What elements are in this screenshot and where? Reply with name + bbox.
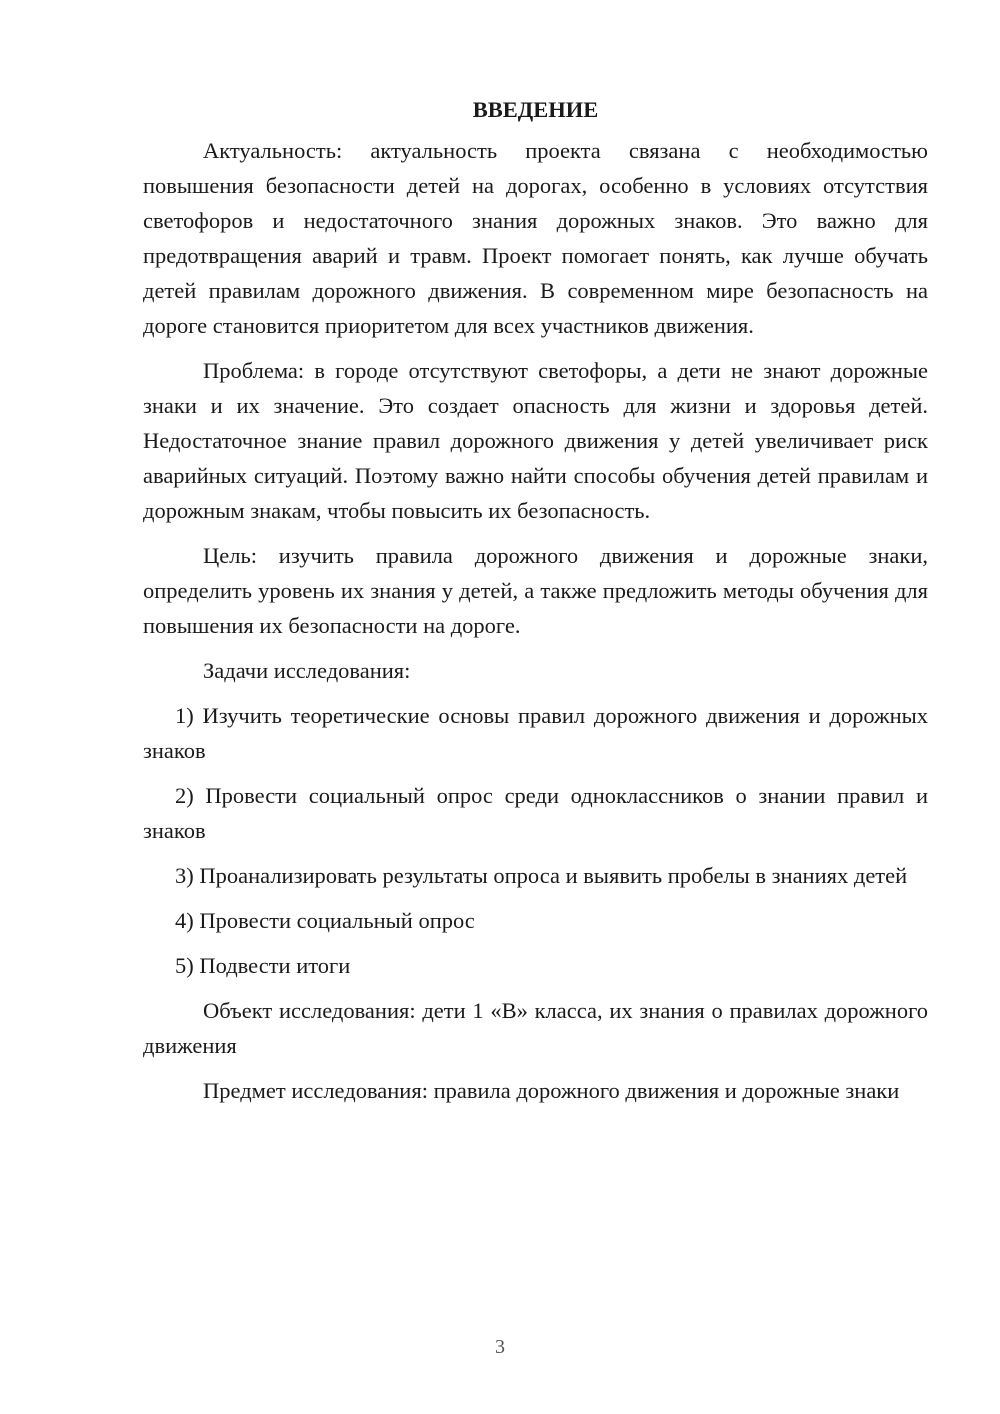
page-body: [143, 92, 928, 1118]
task-item: 2) Провести социальный опрос среди одноклассников о знании правил и знаков: [143, 783, 928, 843]
section-heading: ВВЕДЕНИЕ: [472, 97, 599, 122]
task-item: 1) Изучить теоретические основы правил дорожного движения и дорожных знаков: [143, 703, 928, 763]
page-number: 3: [495, 1336, 505, 1358]
object-paragraph: Объект исследования: дети 1 «В» класса, их знания о правилах дорожного движения: [143, 998, 928, 1058]
tasks-title: Задачи исследования:: [203, 658, 411, 683]
task-item: 4) Провести социальный опрос: [175, 908, 475, 933]
subject-paragraph: Предмет исследования: правила дорожного движения и дорожные знаки: [203, 1078, 900, 1103]
relevance-paragraph: Актуальность: актуальность проекта связана с необходимостью повышения безопасности детей на дорогах, особенно в условиях отсутствия светофоров и недостаточного знания дорожных знаков. Это важно для предотвращения аварий и травм. Проект помогает понять, как лучше обучать детей правилам дорожного движения. В современном мире безопасность на дороге становится приоритетом для всех участников движения.: [143, 138, 928, 338]
tasks-list: [143, 698, 928, 983]
problem-paragraph: Проблема: в городе отсутствуют светофоры, а дети не знают дорожные знаки и их значение. Это создает опасность для жизни и здоровья детей. Недостаточное знание правил дорожного движения у детей увеличивает риск аварийных ситуаций. Поэтому важно найти способы обучения детей правилам и дорожным знакам, чтобы повысить их безопасность.: [143, 358, 928, 523]
goal-paragraph: Цель: изучить правила дорожного движения и дорожные знаки, определить уровень их знания у детей, а также предложить методы обучения для повышения их безопасности на дороге.: [143, 543, 928, 638]
task-item: 5) Подвести итоги: [175, 953, 351, 978]
task-item: 3) Проанализировать результаты опроса и выявить пробелы в знаниях детей: [175, 863, 908, 888]
